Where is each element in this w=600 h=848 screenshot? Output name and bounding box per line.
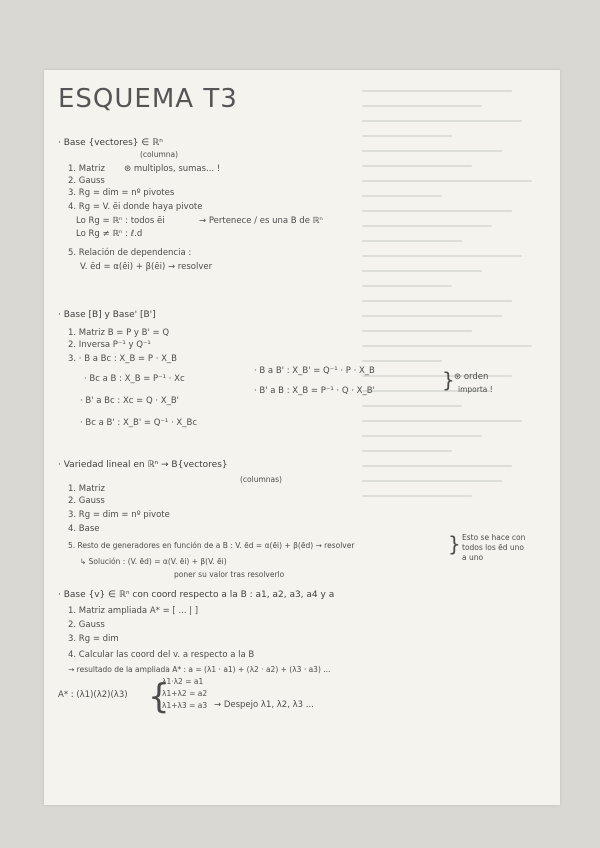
section2-right-line1: · B a B' : X_B' = Q⁻¹ · P · X_B: [254, 366, 375, 376]
section2-left-line3: · B' a Bc : Xc = Q · X_B': [80, 396, 180, 406]
section1-item4a-note: → Pertenece / es una B de ℝⁿ: [199, 216, 323, 226]
section4-eq3: λ1+λ3 = a3: [162, 701, 208, 710]
section4-item3: 3. Rg = dim: [68, 634, 119, 644]
section3-heading-note: (columnas): [240, 475, 282, 484]
section4-matrix: A* : (λ1)(λ2)(λ3): [58, 690, 128, 700]
section4-item1: 1. Matriz ampliada A* = [ ... | ]: [68, 606, 199, 616]
section3-item4: 4. Base: [68, 524, 100, 534]
show-through-writing: [362, 90, 552, 790]
section4-eq2: λ1+λ2 = a2: [162, 689, 208, 698]
section1-heading-note: (columna): [140, 150, 179, 159]
section1-item1-note: ⊛ multiplos, sumas... !: [124, 164, 221, 174]
section3-item5: 5. Resto de generadores en función de a B : V. ēd = α(ēi) + β(ēd) → resolver: [68, 541, 355, 550]
section2-left-line4: · Bc a B' : X_B' = Q⁻¹ · X_Bc: [80, 418, 197, 428]
section4-item4b: → resultado de la ampliada A* : a = (λ1 · a1) + (λ2 · a2) + (λ3 · a3) ...: [68, 665, 331, 674]
section3-solution: ↳ Solución : (V. ēd) = α(V. ēi) + β(V. ēi): [80, 557, 227, 566]
section4-system-brace: {: [148, 677, 170, 717]
section3-heading: · Variedad lineal en ℝⁿ → B{vectores}: [58, 460, 228, 470]
section1-item4a: Lo Rg = ℝⁿ : todos ēi: [76, 216, 165, 226]
section3-brace: }: [448, 532, 461, 556]
section1-heading: · Base {vectores} ∈ ℝⁿ: [58, 138, 163, 148]
section4-heading: · Base {v} ∈ ℝⁿ con coord respecto a la B : a1, a2, a3, a4 y a: [58, 590, 335, 600]
section2-brace: }: [442, 368, 455, 392]
section1-item5-equation: V. ēd = α(ēi) + β(ēi) → resolver: [80, 262, 213, 272]
notebook-page: [44, 70, 560, 805]
section3-item1: 1. Matriz: [68, 484, 106, 494]
section3-item3: 3. Rg = dim = nº pivote: [68, 510, 170, 520]
section2-order-note2: importa !: [458, 385, 493, 394]
section4-item2: 2. Gauss: [68, 620, 105, 630]
section1-item1: 1. Matriz: [68, 164, 106, 174]
section2-order-note: ⊛ orden: [454, 372, 489, 382]
section3-item2: 2. Gauss: [68, 496, 105, 506]
page-title: ESQUEMA T3: [58, 84, 238, 114]
section3-side-note2: todos los ēd uno: [462, 543, 524, 552]
section2-left-line1: 3. · B a Bc : X_B = P · X_B: [68, 354, 177, 364]
section3-side-note1: Esto se hace con: [462, 533, 526, 542]
section3-solution-note: poner su valor tras resolverlo: [174, 570, 285, 579]
section2-item1: 1. Matriz B = P y B' = Q: [68, 328, 170, 338]
section4-solve-note: → Despejo λ1, λ2, λ3 ...: [214, 700, 314, 710]
section3-side-note3: a uno: [462, 553, 484, 562]
section1-item2: 2. Gauss: [68, 176, 105, 186]
section2-left-line2: · Bc a B : X_B = P⁻¹ · Xc: [84, 374, 185, 384]
section4-eq1: λ1·λ2 = a1: [162, 677, 204, 686]
section4-item4: 4. Calcular las coord del v. a respecto a la B: [68, 650, 255, 660]
section1-item3: 3. Rg = dim = nº pivotes: [68, 188, 175, 198]
section2-right-line2: · B' a B : X_B = P⁻¹ · Q · X_B': [254, 386, 375, 396]
section2-heading: · Base [B] y Base' [B']: [58, 310, 156, 320]
section1-item4b: Lo Rg ≠ ℝⁿ : ℓ.d: [76, 229, 143, 239]
section2-item2: 2. Inversa P⁻¹ y Q⁻¹: [68, 340, 151, 350]
section1-item5: 5. Relación de dependencia :: [68, 248, 192, 258]
section1-item4: 4. Rg = V. ēi donde haya pivote: [68, 202, 203, 212]
